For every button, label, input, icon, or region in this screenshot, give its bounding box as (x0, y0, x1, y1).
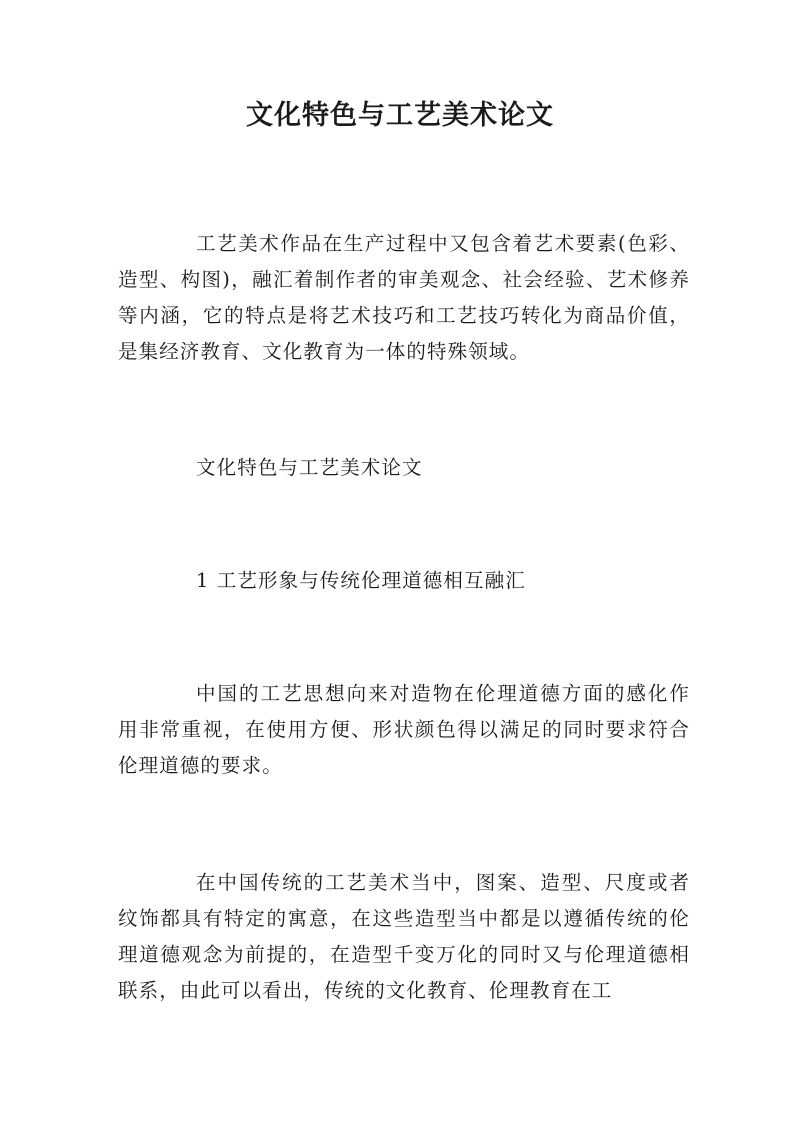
document-title: 文化特色与工艺美术论文 (246, 100, 554, 131)
subtitle: 文化特色与工艺美术论文 (196, 456, 423, 479)
paragraph-intro: 工艺美术作品在生产过程中又包含着艺术要素(色彩、造型、构图)，融汇着制作者的审美观念、社会经验、艺术修养等内涵，它的特点是将艺术技巧和工艺技巧转化为商品价值，是集经济教育、文化教育为一体的特殊领域。 (118, 232, 690, 363)
section-heading: 1 工艺形象与传统伦理道德相互融汇 (196, 569, 526, 592)
paragraph-tradition: 在中国传统的工艺美术当中，图案、造型、尺度或者纹饰都具有特定的寓意，在这些造型当中都是以遵循传统的伦理道德观念为前提的，在造型千变万化的同时又与伦理道德相联系，由此可以看出，传统的文化教育、伦理教育在工 (118, 871, 690, 1002)
paragraph-ethics: 中国的工艺思想向来对造物在伦理道德方面的感化作用非常重视，在使用方便、形状颜色得以满足的同时要求符合伦理道德的要求。 (118, 682, 690, 777)
